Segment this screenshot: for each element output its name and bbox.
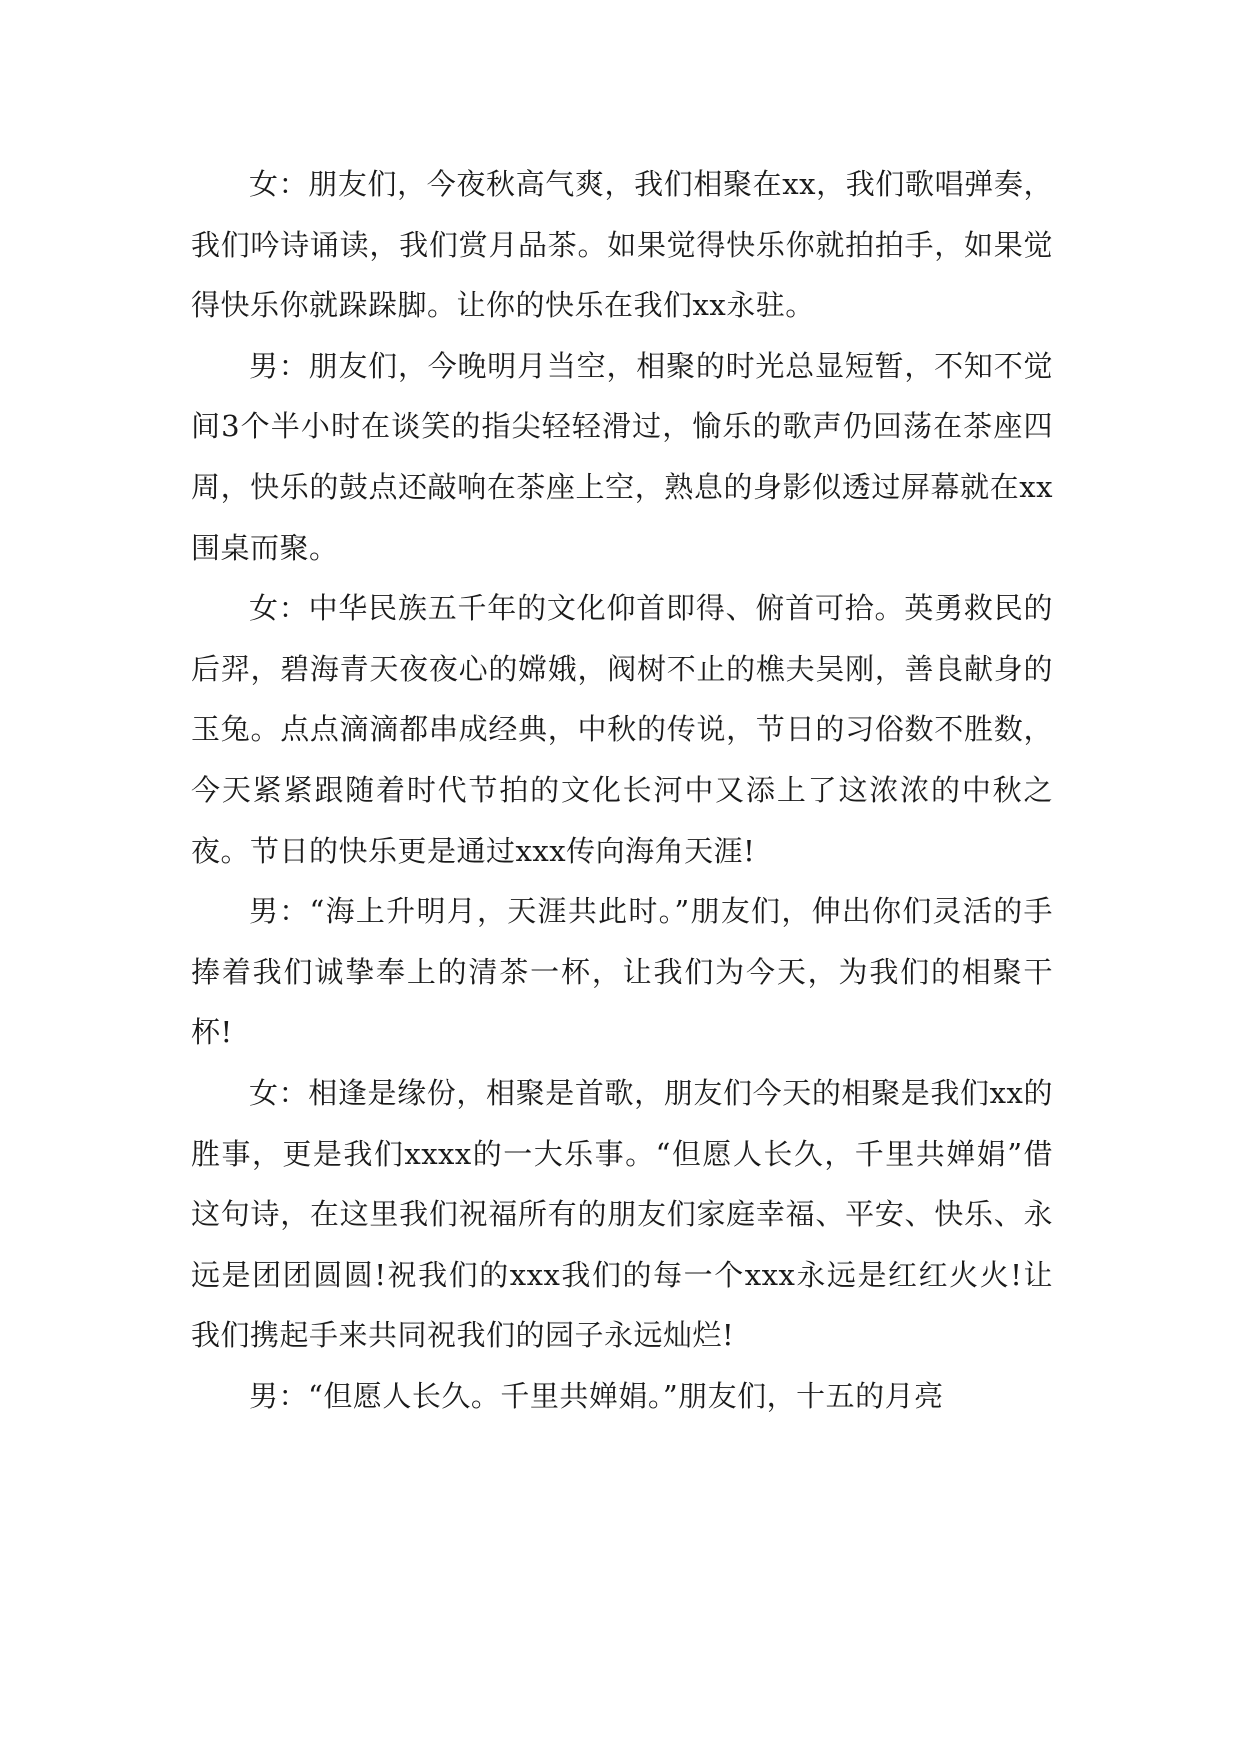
- paragraph-1: 女：朋友们，今夜秋高气爽，我们相聚在xx，我们歌唱弹奏，我们吟诗诵读，我们赏月品茶。如果觉得快乐你就拍拍手，如果觉得快乐你就跺跺脚。让你的快乐在我们xx永驻。: [191, 167, 1053, 323]
- paragraph-4: 男：“海上升明月，天涯共此时。”朋友们，伸出你们灵活的手捧着我们诚挚奉上的清茶一杯，让我们为今天，为我们的相聚干杯!: [191, 894, 1053, 1050]
- paragraph-2: 男：朋友们，今晚明月当空，相聚的时光总显短暂，不知不觉间3个半小时在谈笑的指尖轻轻滑过，愉乐的歌声仍回荡在茶座四周，快乐的鼓点还敲响在茶座上空，熟息的身影似透过屏幕就在xx围桌而聚。: [191, 348, 1053, 565]
- paragraph-5: 女：相逢是缘份，相聚是首歌，朋友们今天的相聚是我们xx的胜事，更是我们xxxx的一大乐事。“但愿人长久，千里共婵娟”借这句诗，在这里我们祝福所有的朋友们家庭幸福、平安、快乐、永远是团团圆圆!祝我们的xxx我们的每一个xxx永远是红红火火!让我们携起手来共同祝我们的园子永远灿烂!: [191, 1075, 1053, 1353]
- paragraph-6: 男：“但愿人长久。千里共婵娟。”朋友们，十五的月亮: [249, 1378, 944, 1413]
- document-body: [191, 154, 1053, 1426]
- paragraph-3: 女：中华民族五千年的文化仰首即得、俯首可拾。英勇救民的后羿，碧海青天夜夜心的嫦娥，阀树不止的樵夫吴刚，善良献身的玉兔。点点滴滴都串成经典，中秋的传说，节日的习俗数不胜数，今天紧紧跟随着时代节拍的文化长河中又添上了这浓浓的中秋之夜。节日的快乐更是通过xxx传向海角天涯!: [191, 591, 1053, 868]
